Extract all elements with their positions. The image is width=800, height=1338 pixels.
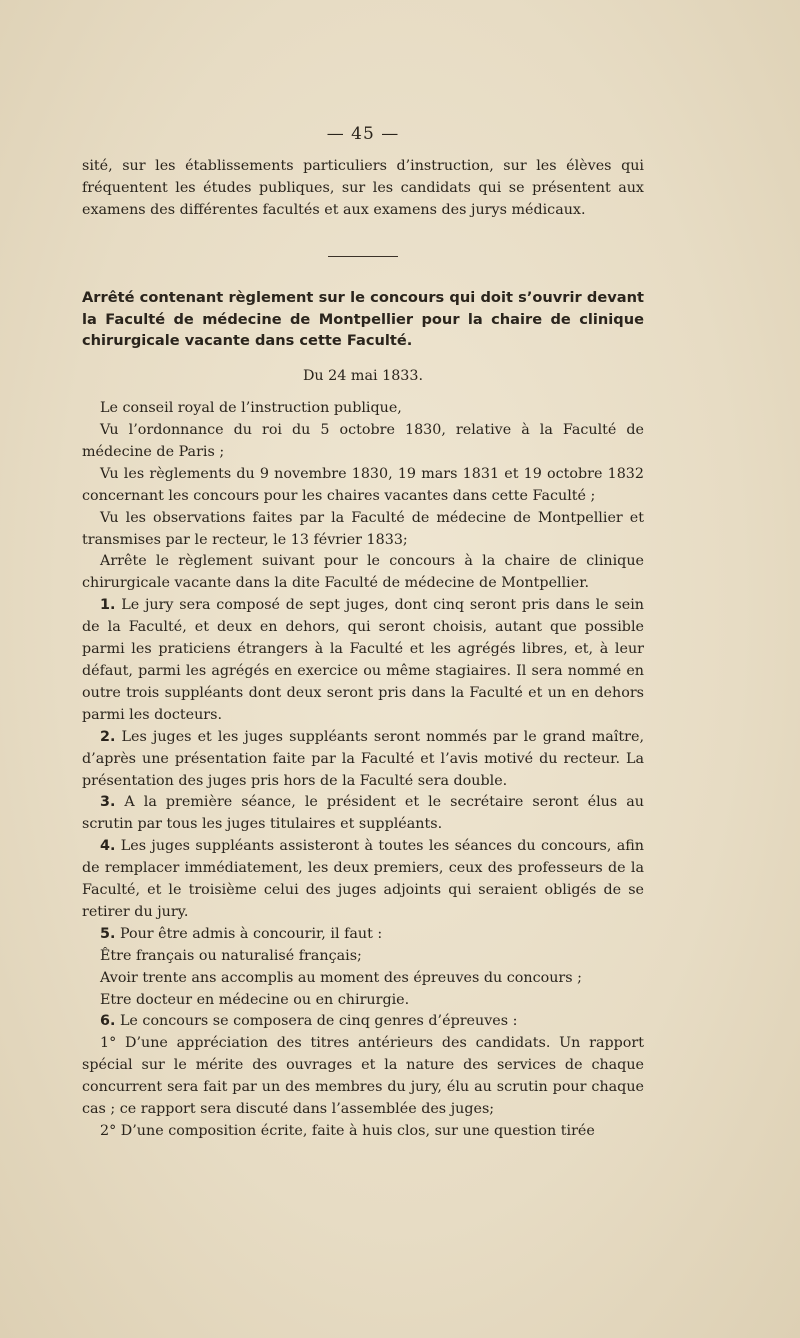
article-text: Le concours se composera de cinq genres d’épreuves : bbox=[119, 1013, 518, 1030]
decree-title: Arrêté contenant règlement sur le concours qui doit s’ouvrir devant la Faculté de médecine de Montpellier pour la chaire de clinique chirurgicale vacante dans cette Faculté. bbox=[82, 288, 644, 350]
section-divider bbox=[328, 256, 398, 257]
epreuve-item: 2° D’une composition écrite, faite à huis clos, sur une question tirée bbox=[100, 1123, 595, 1140]
article-number: 6. bbox=[100, 1013, 116, 1030]
article-3 bbox=[82, 792, 644, 836]
article-number: 5. bbox=[100, 925, 116, 942]
article-5 bbox=[82, 924, 644, 946]
article-number: 3. bbox=[100, 794, 116, 811]
decree-date: Du 24 mai 1833. bbox=[302, 368, 424, 385]
article-text: A la première séance, le président et le secrétaire seront élus au scrutin par tous les juges titulaires et suppléants. bbox=[82, 794, 644, 833]
article-6 bbox=[82, 1011, 644, 1033]
page-number: — 45 — bbox=[326, 124, 400, 144]
article-text: Les juges et les juges suppléants seront nommés par le grand maître, d’après une présentation faite par la Faculté et l’avis motivé du recteur. La présentation des juges pris hors de la Faculté sera double. bbox=[82, 728, 644, 789]
intro-paragraph: sité, sur les établissements particuliers d’instruction, sur les élèves qui fréquentent les études publiques, sur les candidats qui se présentent aux examens des différentes facultés et aux examens des jurys médicaux. bbox=[82, 158, 644, 218]
article-1 bbox=[82, 595, 644, 726]
article-number: 1. bbox=[100, 597, 116, 614]
condition-line: Être français ou naturalisé français; bbox=[100, 947, 362, 964]
article-2 bbox=[82, 727, 644, 793]
article-text: Pour être admis à concourir, il faut : bbox=[119, 925, 383, 942]
preamble-line: Vu les observations faites par la Faculté de médecine de Montpellier et transmises par le recteur, le 13 février 1833; bbox=[82, 509, 644, 548]
article-number: 2. bbox=[100, 728, 116, 745]
article-text: Les juges suppléants assisteront à toutes les séances du concours, afin de remplacer immédiatement, les deux premiers, ceux des professeurs de la Faculté, et le troisième celui des juges adjoints qui seraient obligés de se retirer du jury. bbox=[82, 838, 644, 920]
preamble-line: Arrête le règlement suivant pour le concours à la chaire de clinique chirurgicale vacante dans la dite Faculté de médecine de Montpellier. bbox=[82, 553, 644, 592]
article-number: 4. bbox=[100, 838, 116, 855]
condition-line: Etre docteur en médecine ou en chirurgie. bbox=[100, 991, 410, 1008]
epreuve-item: 1° D’une appréciation des titres antérieurs des candidats. Un rapport spécial sur le mérite des ouvrages et la nature des services de chaque concurrent sera fait par un des membres du jury, élu au scrutin pour chaque cas ; ce rapport sera discuté dans l’assemblée des juges; bbox=[82, 1035, 644, 1118]
condition-line: Avoir trente ans accomplis au moment des épreuves du concours ; bbox=[100, 969, 582, 986]
article-text: Le jury sera composé de sept juges, dont cinq seront pris dans le sein de la Faculté, et deux en dehors, qui seront choisis, autant que possible parmi les praticiens étrangers à la Faculté et les agrégés libres, et, à leur défaut, parmi les agrégés en exercice ou même stagiaires. Il sera nommé en outre trois suppléants dont deux seront pris dans la Faculté et un en dehors parmi les docteurs. bbox=[82, 597, 644, 723]
preamble-line: Le conseil royal de l’instruction publique, bbox=[100, 400, 402, 417]
preamble-line: Vu les règlements du 9 novembre 1830, 19 mars 1831 et 19 octobre 1832 concernant les concours pour les chaires vacantes dans cette Faculté ; bbox=[82, 465, 644, 504]
article-4 bbox=[82, 836, 644, 924]
preamble-line: Vu l’ordonnance du roi du 5 octobre 1830, relative à la Faculté de médecine de Paris ; bbox=[82, 422, 644, 460]
document-page bbox=[82, 124, 644, 1143]
